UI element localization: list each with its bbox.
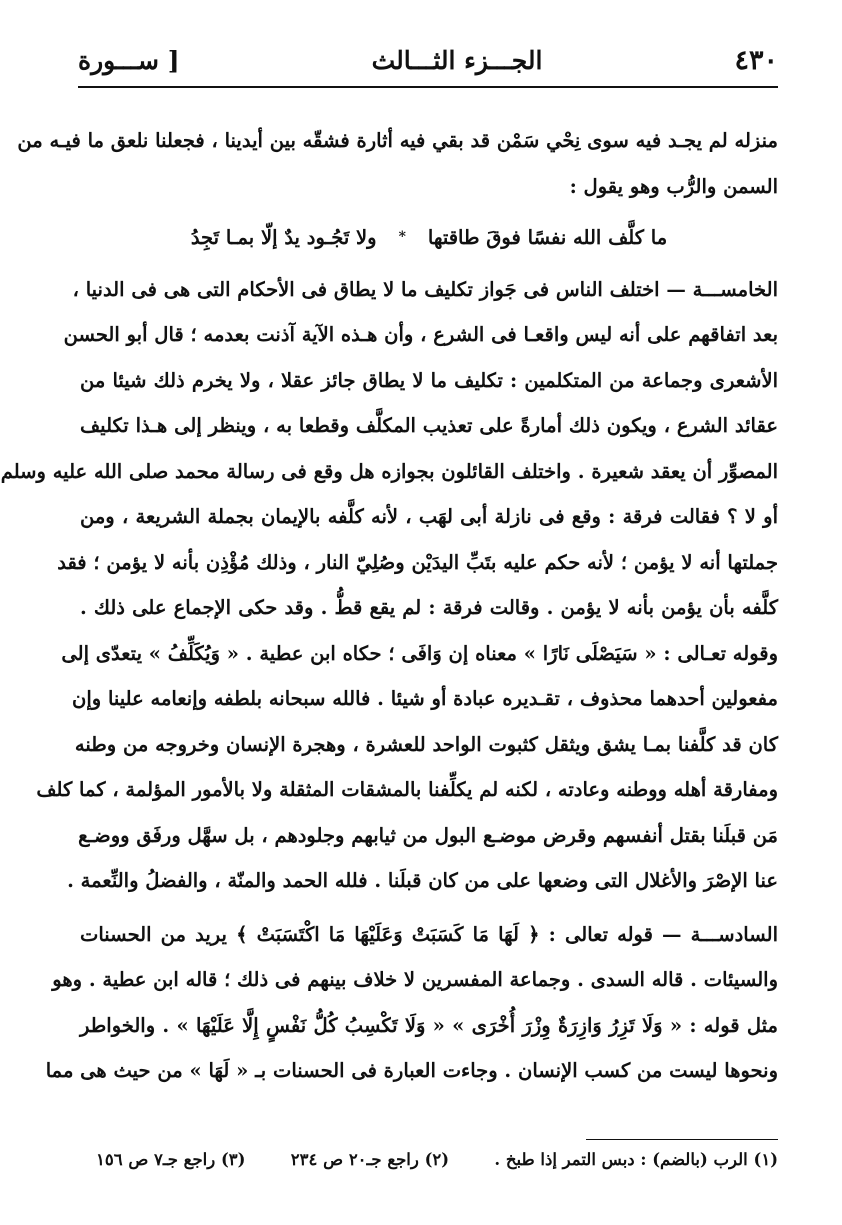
text-line: جملتها أنه لا يؤمن ؛ لأنه حكم عليه بتَبِّ اليدَيْن وصُلِيّ النار ، وذلك مُؤْذِن بأنه لا يؤمن ؛ فقد — [57, 550, 778, 574]
text-line: أو لا ؟ فقالت فرقة : وقع فى نازلة أبى لهَب ، لأنه كلَّفه بالإيمان بجملة الشريعة ، ومن — [80, 505, 778, 528]
footnote-1: (١) الرب (بالضم) : دبس التمر إذا طبخ . — [494, 1150, 778, 1169]
verse-separator-star-icon: * — [398, 229, 406, 245]
text-line: والسيئات . قاله السدى . وجماعة المفسرين لا خلاف بينهم فى ذلك ؛ قاله ابن عطية . وهو — [52, 968, 778, 991]
main-text — [0, 118, 778, 1094]
footnote-3: (٣) راجع جـ٧ ص ١٥٦ — [96, 1150, 246, 1169]
text-line: مَن قبلَنا بقتل أنفسهم وقرض موضـع البول من ثيابهم وجلودهم ، بل سهَّل ورفَق ووضـع — [78, 823, 778, 847]
part-title: الجـــزء الثـــالث — [371, 45, 543, 75]
text-line: منزله لم يجـد فيه سوى نِحْي سَمْن قد بقي فيه أثارة فشقّه بين أيدينا ، فجعلنا نلعق ما فيـه من — [17, 129, 778, 152]
text-line: ونحوها ليست من كسب الإنسان . وجاءت العبارة فى الحسنات بـ « لَهَا » من حيث هى مما — [45, 1059, 778, 1082]
text-line: كلَّفه بأن يؤمن بأنه لا يؤمن . وقالت فرقة : لم يقع قطُّ . وقد حكى الإجماع على ذلك . — [80, 596, 778, 619]
text-line: وقوله تعـالى : « سَيَصْلَى نَارًا » معناه إن وَافَى ؛ حكاه ابن عطية . « وَيُكَلِّفُ » يتعدّى إلى — [61, 641, 778, 665]
text-line: عقائد الشرع ، ويكون ذلك أمارةً على تعذيب المكلَّف وقطعا به ، وينظر إلى هـذا تكليف — [80, 414, 778, 437]
footnotes — [96, 1150, 778, 1182]
text-line: مثل قوله : « وَلَا تَزِرُ وَازِرَةٌ وِزْرَ أُخْرَى » « وَلَا تَكْسِبُ كُلُّ نَفْسٍ إِلَّا عَلَيْهَا » . والخواطر — [80, 1013, 778, 1037]
footnote-rule — [586, 1139, 778, 1140]
text-line: مفعولين أحدهما محذوف ، تقـديره عبادة أو شيئا . فالله سبحانه بلطفه وإنعامه علينا وإن — [72, 687, 778, 710]
text-line: ومفارقة أهله ووطنه وعادته ، لكنه لم يكلِّفنا بالمشقات المثقلة ولا بالأمور المؤلمة ، كما كلف — [36, 778, 778, 801]
verse-hemistich-2: ولا تَجُـود يدٌ إلّا بمـا تَجِدُ — [190, 226, 377, 249]
surah-title: [ ســـورة — [78, 45, 180, 75]
page-number: ٤٣٠ — [734, 44, 778, 76]
poetry-verse — [80, 215, 778, 261]
page-header — [78, 40, 778, 80]
text-line: السمن والرُّب وهو يقول : — [569, 174, 778, 198]
text-line: عنا الإصْرَ والأغلال التى وضعها على من كان قبلَنا . فلله الحمد والمنّة ، والفضلُ والنِّعمة . — [67, 869, 778, 892]
text-line: السادســـة — قوله تعالى : ﴿ لَهَا مَا كَسَبَتْ وَعَلَيْهَا مَا اكْتَسَبَتْ ﴾ يريد من الحسنات — [80, 922, 778, 946]
text-line: المصوِّر أن يعقد شعيرة . واختلف القائلون بجوازه هل وقع فى رسالة محمد صلى الله عليه وسلم — [0, 459, 778, 483]
footnote-2: (٢) راجع جـ٢٠ ص ٢٣٤ — [290, 1150, 450, 1169]
header-rule — [78, 86, 778, 88]
text-line: الخامســـة — اختلف الناس فى جَواز تكليف ما لا يطاق فى الأحكام التى هى فى الدنيا ، — [72, 277, 778, 301]
text-line: الأشعرى وجماعة من المتكلمين : تكليف ما لا يطاق جائز عقلا ، ولا يخرم ذلك شيئا من — [80, 368, 778, 392]
verse-hemistich-1: ما كلَّف الله نفسًا فوقَ طاقتها — [427, 226, 668, 249]
text-line: كان قد كلَّفنا بمـا يشق ويثقل كثبوت الواحد للعشرة ، وهجرة الإنسان وخروجه من وطنه — [74, 732, 778, 756]
text-line: بعد اتفاقهم على أنه ليس واقعـا فى الشرع ، وأن هـذه الآية آذنت بعدمه ؛ قال أبو الحسن — [63, 323, 778, 346]
